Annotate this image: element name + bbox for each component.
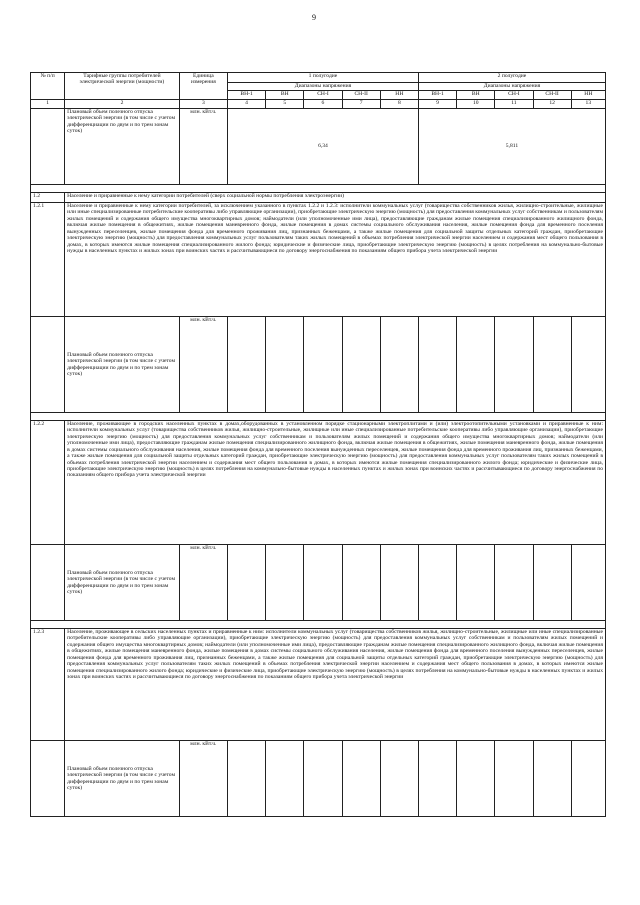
- section-text: Население, проживающее в городских населенных пунктах в домах,оборудованных в установленном порядке стационарными электроплитами и (или) электроотопительными установками и приравненные к ним: исполнители коммунальных услуг (товарищества собственников жилья, жилищно-строительные, жилищные или иные специализированные потребительские кооперативы либо управляющие организации), приобретающие электрическую энергию (мощность) для предоставления коммунальных услуг собственникам и пользователям жилых помещений и содержания общего имущества многоквартирных домов; наймодатели (или уполномоченные ими лица), предоставляющие гражданам жилые помещения специализированного жилищного фонда, включая жилые помещения в общежитиях, жилые помещения маневренного фонда, жилые помещения в домах системы социального обслуживания населения, жилые помещения фонда для временного поселения вынужденных переселенцев, жилые помещения фонда для временного проживания лиц, признанных беженцами, а также жилые помещения для социальной защиты отдельных категорий граждан, приобретающие электрическую энергию (мощность) для предоставления коммунальных услуг пользователям таких жилых помещений в объемах потребления электрической энергии населением и содержания мест общего пользования в домах, в которых имеются жилые помещения специализированного жилого фонда; юридические и физические лица, приобретающие электрическую энергию (мощность) в целях потребления на коммунально-бытовые нужды в населенных пунктах и жилых зонах при воинских частях и рассчитывающиеся по договору энергоснабжения по показаниям общего прибора учета электрической энергии: [65, 421, 606, 545]
- column-index: 13: [571, 100, 605, 109]
- header-groups: Тарифные группы потребителей электрической энергии (мощности): [65, 73, 180, 100]
- header-half2: 2 полугодие: [418, 73, 605, 83]
- table-row: [31, 741, 606, 817]
- table-row: [31, 317, 606, 413]
- header-half1: 1 полугодие: [227, 73, 418, 83]
- voltage-label: НН: [571, 91, 605, 100]
- unit-cell: млн. кВт.ч.: [179, 545, 227, 621]
- column-index: 8: [380, 100, 418, 109]
- column-index: 12: [533, 100, 571, 109]
- column-index: 5: [266, 100, 304, 109]
- voltage-label: СН-II: [342, 91, 380, 100]
- section-row: [31, 193, 606, 203]
- value-h1: 6,34: [227, 109, 418, 185]
- section-num: 1.2.3: [31, 629, 65, 741]
- section-num: 1.2.2: [31, 421, 65, 545]
- section-num: 1.2: [31, 193, 65, 203]
- unit-cell: млн. кВт.ч.: [179, 317, 227, 413]
- voltage-label: СН-II: [533, 91, 571, 100]
- tariff-table: [30, 72, 606, 817]
- unit-cell: млн. кВт.ч.: [179, 109, 227, 185]
- header-voltage-range-h2: Диапазоны напряжения: [418, 83, 605, 91]
- table-row: [31, 109, 606, 185]
- column-index: 6: [304, 100, 342, 109]
- column-index: 7: [342, 100, 380, 109]
- header-voltage-range-h1: Диапазоны напряжения: [227, 83, 418, 91]
- volume-label: Плановый объем полезного отпуска электрической энергии (в том числе с учетом дифференциации по двум и по трем зонам суток): [65, 545, 180, 621]
- section-text: Население, проживающее в сельских населенных пунктах и приравненные к ним: исполнители коммунальных услуг (товарищества собственников жилья, жилищно-строительные, жилищные или иные специализированные потребительские кооперативы либо управляющие организации), приобретающие электрическую энергию (мощность) для предоставления коммунальных услуг собственникам и пользователям жилых помещений и содержания общего имущества многоквартирных домов; наймодатели (или уполномоченные ими лица), предоставляющие гражданам жилые помещения специализированного жилищного фонда, включая жилые помещения в общежитиях, жилые помещения маневренного фонда, жилые помещения в домах системы социального обслуживания населения, жилые помещения фонда для временного поселения вынужденных переселенцев, жилые помещения фонда для временного проживания лиц, признанных беженцами, а также жилые помещения для социальной защиты отдельных категорий граждан, приобретающие электрическую энергию (мощность) для предоставления коммунальных услуг пользователям таких жилых помещений в объемах потребления электрической энергии населением и содержания мест общего пользования в домах, в которых имеются жилые помещения специализированного жилого фонда; юридические и физические лица, приобретающие электрическую энергию (мощность) в целях потребления на коммунально-бытовые нужды в населенных пунктах и жилых зонах при воинских частях и рассчитывающиеся по договору энергоснабжения по показаниям общего прибора учета электрической энергии: [65, 629, 606, 741]
- unit-cell: млн. кВт.ч.: [179, 741, 227, 817]
- column-index: 11: [495, 100, 533, 109]
- section-text: Население и приравненные к нему категории потребителей (сверх социальной нормы потребления электроэнергии): [65, 193, 606, 203]
- header-unit: Единица измерения: [179, 73, 227, 100]
- column-index: 3: [179, 100, 227, 109]
- section-text: Население и приравненные к нему категории потребителей, за исключением указанного в пунктах 1.2.2 и 1.2.3: исполнители коммунальных услуг (товарищества собственников жилья, жилищно-строительные, жилищные или иные специализированные потребительские кооперативы либо управляющие организации), приобретающие электрическую энергию (мощность) для предоставления коммунальных услуг собственникам и пользователям жилых помещений и содержания общего имущества многоквартирных домов; наймодатели (или уполномоченные ими лица), предоставляющие гражданам жилые помещения специализированного жилищного фонда, включая жилые помещения в общежитиях, жилые помещения маневренного фонда, жилые помещения в домах системы социального обслуживания населения, жилые помещения фонда для временного поселения вынужденных переселенцев, жилые помещения фонда для временного проживания лиц, признанных беженцами, а также жилые помещения для социальной защиты отдельных категорий граждан, приобретающие электрическую энергию (мощность) для предоставления коммунальных услуг пользователям таких жилых помещений в объемах потребления электрической энергии населением и содержания мест общего пользования в домах, в которых имеются жилые помещения специализированного жилого фонда; юридические и физические лица, приобретающие электрическую энергию (мощность) в целях потребления на коммунально-бытовые нужды в населенных пунктах и жилых зонах при воинских частях и рассчитывающиеся по договору энергоснабжения по показаниям общего прибора учета электрической энергии: [65, 203, 606, 317]
- column-index: 10: [457, 100, 495, 109]
- section-num: 1.2.1: [31, 203, 65, 317]
- header-num: № п/п: [31, 73, 65, 100]
- volume-label: Плановый объем полезного отпуска электрической энергии (в том числе с учетом дифференциации по двум и по трем зонам суток): [65, 317, 180, 413]
- column-index: 1: [31, 100, 65, 109]
- voltage-label: СН-I: [495, 91, 533, 100]
- voltage-label: СН-I: [304, 91, 342, 100]
- voltage-label: НН: [380, 91, 418, 100]
- column-index: 2: [65, 100, 180, 109]
- volume-label: Плановый объем полезного отпуска электрической энергии (в том числе с учетом дифференциации по двум и по трем зонам суток): [65, 109, 180, 185]
- section-row: [31, 203, 606, 317]
- section-row: [31, 421, 606, 545]
- voltage-label: ВН-1: [227, 91, 265, 100]
- voltage-label: ВН: [457, 91, 495, 100]
- table-row: [31, 545, 606, 621]
- voltage-label: ВН: [266, 91, 304, 100]
- column-index: 4: [227, 100, 265, 109]
- volume-label: Плановый объем полезного отпуска электрической энергии (в том числе с учетом дифференциации по двум и по трем зонам суток): [65, 741, 180, 817]
- voltage-label: ВН-1: [418, 91, 456, 100]
- page-number: 9: [312, 13, 316, 22]
- section-row: [31, 629, 606, 741]
- value-h2: 5,811: [418, 109, 605, 185]
- column-index: 9: [418, 100, 456, 109]
